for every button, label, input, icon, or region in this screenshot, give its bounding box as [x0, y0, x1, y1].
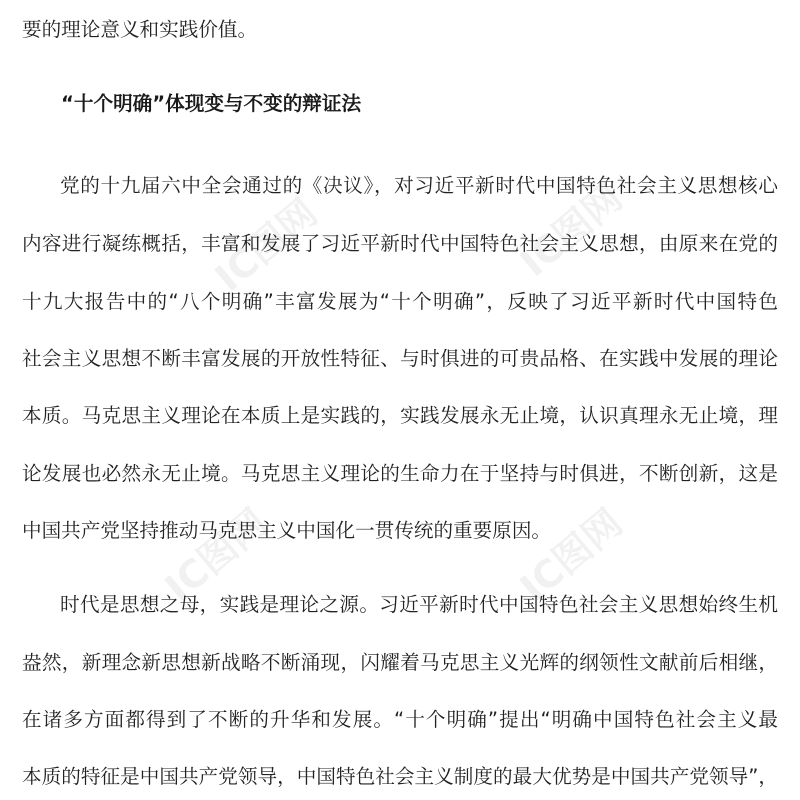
paragraph-1-line: 中国共产党坚持推动马克思主义中国化一贯传统的重要原因。	[22, 519, 552, 542]
paragraph-1-line: 十九大报告中的“八个明确”丰富发展为“十个明确”，反映了习近平新时代中国特色	[22, 290, 778, 313]
paragraph-1-line: 论发展也必然永无止境。马克思主义理论的生命力在于坚持与时俱进，不断创新，这是	[22, 462, 778, 485]
paragraph-2-line: 时代是思想之母，实践是理论之源。习近平新时代中国特色社会主义思想始终生机	[60, 593, 778, 616]
watermark: IC图网	[511, 175, 631, 285]
section-heading: “十个明确”体现变与不变的辩证法	[61, 92, 362, 115]
watermark: IC图网	[156, 500, 276, 610]
paragraph-2-line: 在诸多方面都得到了不断的升华和发展。“十个明确”提出“明确中国特色社会主义最	[22, 708, 778, 731]
intro-tail-line: 要的理论意义和实践价值。	[22, 18, 258, 41]
watermark: IC图网	[206, 190, 326, 300]
paragraph-2-line: 本质的特征是中国共产党领导，中国特色社会主义制度的最大优势是中国共产党领导”，	[22, 765, 778, 788]
paragraph-1-line: 社会主义思想不断丰富发展的开放性特征、与时俱进的可贵品格、在实践中发展的理论	[22, 347, 778, 370]
paragraph-1-line: 党的十九届六中全会通过的《决议》，对习近平新时代中国特色社会主义思想核心	[60, 174, 778, 197]
paragraph-1-line: 内容进行凝练概括，丰富和发展了习近平新时代中国特色社会主义思想，由原来在党的	[22, 232, 778, 255]
paragraph-2-line: 盎然，新理念新思想新战略不断涌现，闪耀着马克思主义光辉的纲领性文献前后相继，	[22, 651, 778, 674]
paragraph-1-line: 本质。马克思主义理论在本质上是实践的，实践发展永无止境，认识真理永无止境，理	[22, 404, 778, 427]
watermark: IC图网	[511, 500, 631, 610]
